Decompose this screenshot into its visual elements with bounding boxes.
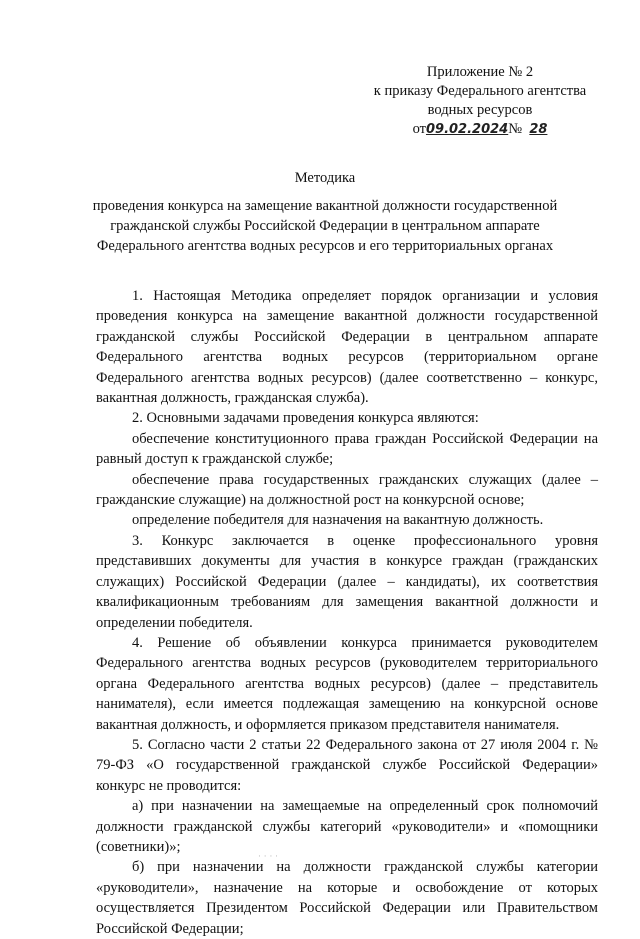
paragraph: 4. Решение об объявлении конкурса принимается руководителем Федерального агентства водных ресурсов (руководителем территориального органа Федерального агентства водных ресурсов) (далее – представитель нанимателя), если имеется подлежащая замещению на конкурсной основе вакантная должность, и оформляется приказом представителя нанимателя. [96,634,598,733]
order-date-line [360,120,600,139]
paragraph: а) при назначении на замещаемые на определенный срок полномочий должности гражданской службы категорий «руководители» и «помощники (советники)»; [96,798,598,855]
date-prefix: от [412,121,426,137]
document-title [90,168,560,256]
paragraph: 5. Согласно части 2 статьи 22 Федерального закона от 27 июля 2004 г. № 79-ФЗ «О государственной гражданской службе Российской Федерации» конкурс не проводится: [96,736,598,794]
document-body [96,286,598,939]
paragraph: 1. Настоящая Методика определяет порядок организации и условия проведения конкурса на замещение вакантной должности государственной гражданской службы Российской Федерации в центральном аппарате Федерального агентства водных ресурсов (территориальном органе Федерального агентства водных ресурсов) (далее соответственно – конкурс, вакантная должность, гражданская служба). [96,288,598,407]
scan-mark: · · · · [258,852,279,862]
order-date: 09.02.2024 [425,122,509,137]
order-number: 28 [529,122,548,137]
appendix-header [360,63,600,139]
appendix-number: Приложение № 2 [426,64,534,80]
paragraph: определение победителя для назначения на вакантную должность. [132,512,544,529]
number-prefix: № [508,121,523,137]
paragraph: обеспечение конституционного права граждан Российской Федерации на равный доступ к гражданской службе; [96,430,598,468]
title-subheading: проведения конкурса на замещение вакантной должности государственной гражданской службы Российской Федерации в центральном аппарате Федерального агентства водных ресурсов и его территориальных органах [92,198,558,254]
title-heading: Методика [294,170,356,186]
paragraph: обеспечение права государственных гражданских служащих (далее – гражданские служащие) на должностной рост на конкурсной основе; [96,471,598,509]
paragraph: 2. Основными задачами проведения конкурса являются: [132,410,479,427]
paragraph: б) при назначении на должности гражданской службы категории «руководители», назначение на которые и освобождение от которых осуществляется Президентом Российской Федерации или Правительством Российской Федерации; [96,859,598,937]
order-reference: к приказу Федерального агентства [373,83,587,99]
agency-name: водных ресурсов [427,102,533,118]
paragraph: 3. Конкурс заключается в оценке профессионального уровня представивших документы для участия в конкурсе граждан (гражданских служащих) Российской Федерации (далее – кандидаты), их соответствия квалификационным требованиям для замещения вакантной должности и определении победителя. [96,532,598,631]
